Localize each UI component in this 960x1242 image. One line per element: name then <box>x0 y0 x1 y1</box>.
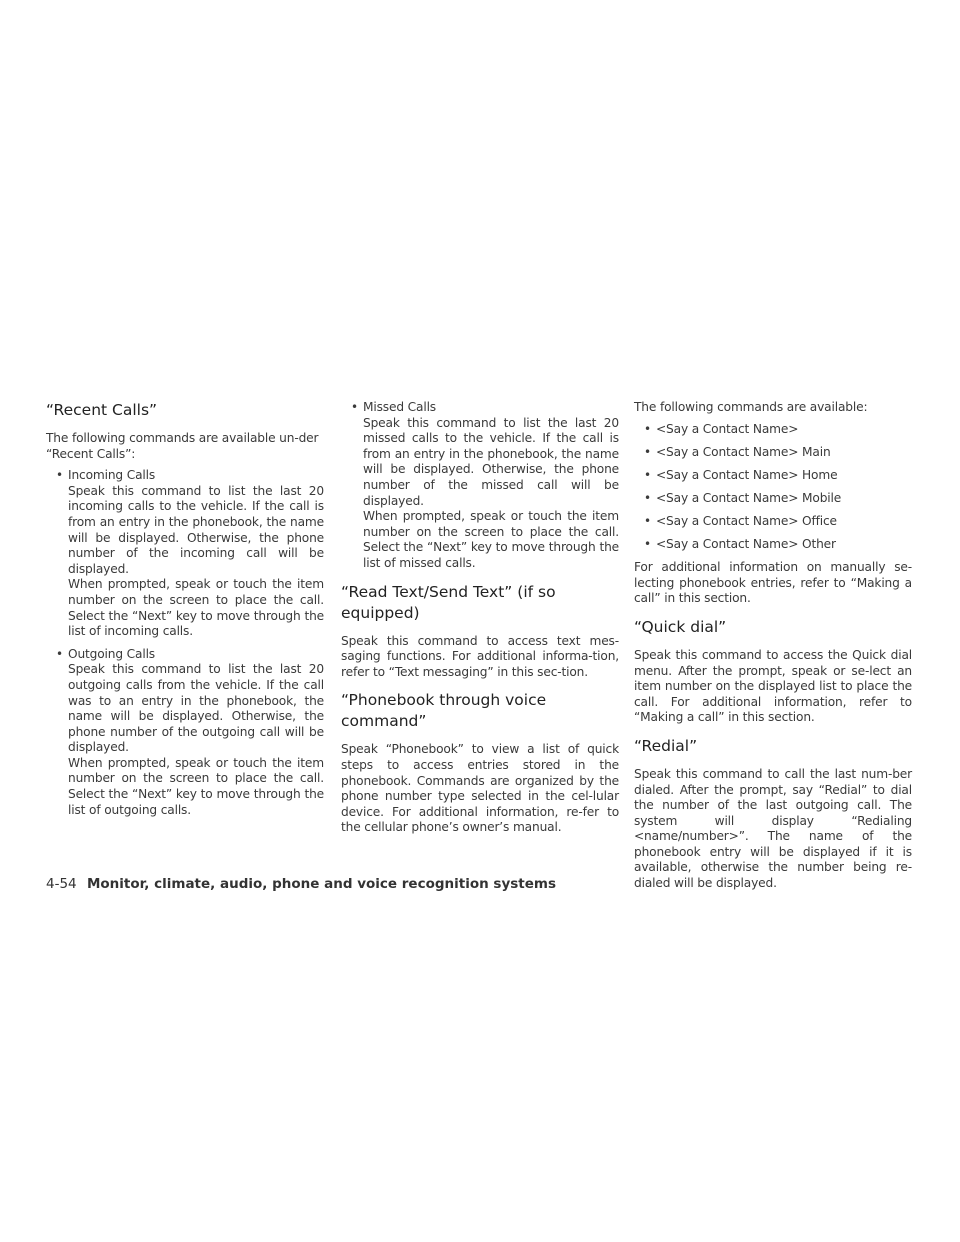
section-title: Monitor, climate, audio, phone and voice recognition systems <box>86 876 557 892</box>
quick-dial-body: Speak this command to access the Quick dial menu. After the prompt, speak or se-lect an item number on the displayed list to place the call. For additional information, refer to “Making a call” in this section. <box>634 647 912 725</box>
outgoing-calls-body-2: When prompted, speak or touch the item number on the screen to place the call. Select the “Next” key to move through the list of outgoing calls. <box>68 755 324 817</box>
command-text: <Say a Contact Name> Mobile <box>656 490 842 505</box>
redial-heading: “Redial” <box>634 736 698 755</box>
bullet-icon: • <box>644 444 651 459</box>
list-item <box>46 647 324 819</box>
list-item <box>46 468 324 640</box>
list-item <box>634 491 912 507</box>
missed-calls-body-2: When prompted, speak or touch the item number on the screen to place the call. Select the “Next” key to move through the list of missed calls. <box>363 509 619 570</box>
command-text: <Say a Contact Name> Home <box>656 467 838 482</box>
phonebook-commands-intro: The following commands are available: <box>634 400 868 414</box>
read-text-body: Speak this command to access text mes-saging functions. For additional informa-tion, refer to “Text messaging” in this sec-tion. <box>341 633 619 679</box>
redial-body: Speak this command to call the last num-ber dialed. After the prompt, say “Redial” to dial the number of the last outgoing call. The system will display “Redialing <name/number>”. The name of the phonebook entry will be displayed if it is available, otherwise the number being re-dialed will be displayed. <box>634 766 912 891</box>
bullet-icon: • <box>56 646 63 661</box>
incoming-calls-body-2: When prompted, speak or touch the item number on the screen to place the call. Select the “Next” key to move through the list of incoming calls. <box>68 577 324 639</box>
bullet-icon: • <box>644 490 651 505</box>
bullet-icon: • <box>644 421 651 436</box>
quick-dial-heading: “Quick dial” <box>634 617 727 636</box>
list-item <box>634 468 912 484</box>
list-item <box>634 537 912 553</box>
recent-calls-intro: The following commands are available un-der “Recent Calls”: <box>46 431 319 461</box>
recent-calls-list-cont <box>341 400 619 572</box>
bullet-icon: • <box>644 537 651 552</box>
list-item <box>341 400 619 572</box>
column-1 <box>46 400 324 825</box>
column-3 <box>634 400 912 898</box>
command-text: <Say a Contact Name> Office <box>656 513 837 528</box>
phonebook-heading: “Phonebook through voice command” <box>341 691 547 731</box>
command-text: <Say a Contact Name> Main <box>656 444 831 459</box>
incoming-calls-title: Incoming Calls <box>68 468 156 483</box>
list-item <box>634 514 912 530</box>
phonebook-commands-list <box>634 422 912 553</box>
page-number: 4-54 <box>46 876 77 892</box>
page-footer <box>46 876 556 892</box>
incoming-calls-body: Speak this command to list the last 20 incoming calls to the vehicle. If the call is from an entry in the phonebook, the name will be displayed. Otherwise, the phone number of the incoming call will be displayed. <box>68 483 324 576</box>
phonebook-more-info: For additional information on manually se-lecting phonebook entries, refer to “Making a call” in this section. <box>634 560 912 606</box>
outgoing-calls-body: Speak this command to list the last 20 outgoing calls from the vehicle. If the call was to an entry in the phonebook, the name will be displayed. Otherwise, the phone number of the outgoing call will be displayed. <box>68 662 324 755</box>
bullet-icon: • <box>644 467 651 482</box>
list-item <box>634 445 912 461</box>
command-text: <Say a Contact Name> Other <box>656 537 836 552</box>
missed-calls-title: Missed Calls <box>363 400 437 414</box>
command-text: <Say a Contact Name> <box>656 421 799 436</box>
bullet-icon: • <box>56 468 63 483</box>
list-item <box>634 422 912 438</box>
recent-calls-list <box>46 468 324 818</box>
bullet-icon: • <box>351 400 358 414</box>
read-text-heading: “Read Text/Send Text” (if so equipped) <box>341 582 556 622</box>
phonebook-body: Speak “Phonebook” to view a list of quick steps to access entries stored in the phonebook. Commands are organized by the phone number type selected in the cel-lular device. For additional information, re-fer to the cellular phone’s owner’s manual. <box>341 742 619 835</box>
recent-calls-heading: “Recent Calls” <box>46 401 158 419</box>
missed-calls-body: Speak this command to list the last 20 missed calls to the vehicle. If the call is from an entry in the phonebook, the name will be displayed. Otherwise, the phone number of the missed call will be displayed. <box>363 415 619 508</box>
bullet-icon: • <box>644 513 651 528</box>
column-2 <box>341 400 619 842</box>
outgoing-calls-title: Outgoing Calls <box>68 646 156 661</box>
